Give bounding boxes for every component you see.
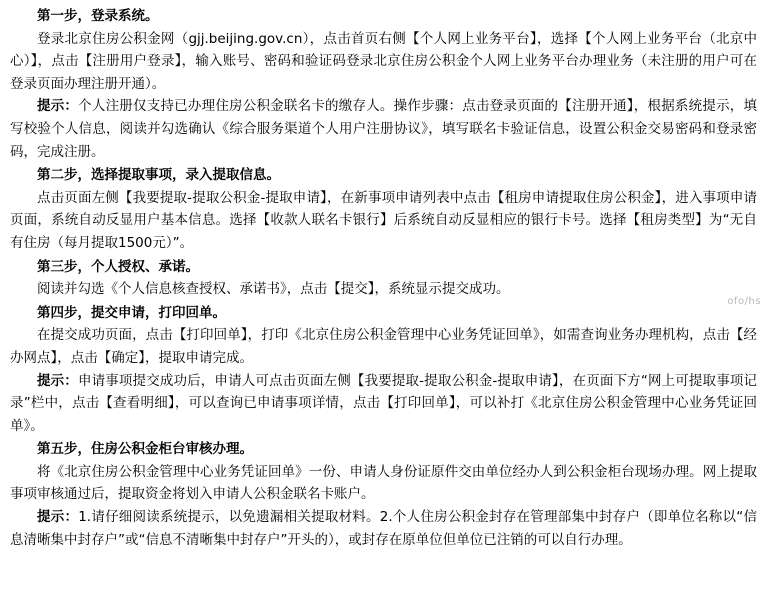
step-4-tip xyxy=(10,370,757,438)
step-2-heading: 第二步，选择提取事项，录入提取信息。 xyxy=(37,167,280,184)
step-4-heading: 第四步，提交申请，打印回单。 xyxy=(37,304,226,321)
step-2-paragraph-1: 点击页面左侧【我要提取-提取公积金-提取申请】，在新事项申请列表中点击【租房申请提取住房公积金】，进入事项申请页面，系统自动反显用户基本信息。选择【收款人联名卡银行】后系统自动反显相应的银行卡号。选择【租房类型】为“无自有住房（每月提取1500元）”。 xyxy=(10,189,757,251)
step-3-paragraph-1: 阅读并勾选《个人信息核查授权、承诺书》，点击【提交】，系统显示提交成功。 xyxy=(37,281,510,298)
step-4-tip-label: 提示： xyxy=(37,372,78,389)
step-5-tip xyxy=(10,506,757,551)
step-5-heading: 第五步，住房公积金柜台审核办理。 xyxy=(37,441,253,458)
step-3-heading: 第三步，个人授权、承诺。 xyxy=(37,258,199,275)
step-1-heading: 第一步，登录系统。 xyxy=(37,8,159,24)
step-1-tip-label: 提示： xyxy=(37,98,79,115)
step-5-paragraph-1: 将《北京住房公积金管理中心业务凭证回单》一份、申请人身份证原件交由单位经办人到公积金柜台现场办理。网上提取事项审核通过后，提取资金将划入申请人公积金联名卡账户。 xyxy=(10,463,757,503)
step-1-tip-text: 个人注册仅支持已办理住房公积金联名卡的缴存人。操作步骤：点击登录页面的【注册开通】，根据系统提示，填写校验个人信息，阅读并勾选确认《综合服务渠道个人用户注册协议》，填写联名卡验证信息，设置公积金交易密码和登录密码，完成注册。 xyxy=(10,98,758,160)
step-1-paragraph-1: 登录北京住房公积金网（gjj.beijing.gov.cn），点击首页右侧【个人网上业务平台】，选择【个人网上业务平台（北京中心）】，点击【注册用户登录】，输入账号、密码和验证码登录北京住房公积金个人网上业务平台办理业务（未注册的用户可在登录页面办理注册开通）。 xyxy=(10,30,757,92)
step-5-tip-label: 提示： xyxy=(37,509,79,526)
watermark: ofo/hs xyxy=(727,296,761,307)
step-4-paragraph-1: 在提交成功页面，点击【打印回单】，打印《北京住房公积金管理中心业务凭证回单》，如需查询业务办理机构，点击【经办网点】，点击【确定】，提取申请完成。 xyxy=(10,327,757,366)
step-5-tip-text: 1.请仔细阅读系统提示，以免遗漏相关提取材料。2.个人住房公积金封存在管理部集中封存户（即单位名称以“信息清晰集中封存户”或“信息不清晰集中封存户”开头的），或封存在原单位但单位已注销的可以自行办理。 xyxy=(10,509,758,548)
step-1-tip xyxy=(10,95,757,163)
step-4-tip-text: 申请事项提交成功后，申请人可点击页面左侧【我要提取-提取公积金-提取申请】，在页面下方“网上可提取事项记录”栏中，点击【查看明细】，可以查询已申请事项详情，点击【打印回单】，可以补打《北京住房公积金管理中心业务凭证回单》。 xyxy=(10,372,757,434)
